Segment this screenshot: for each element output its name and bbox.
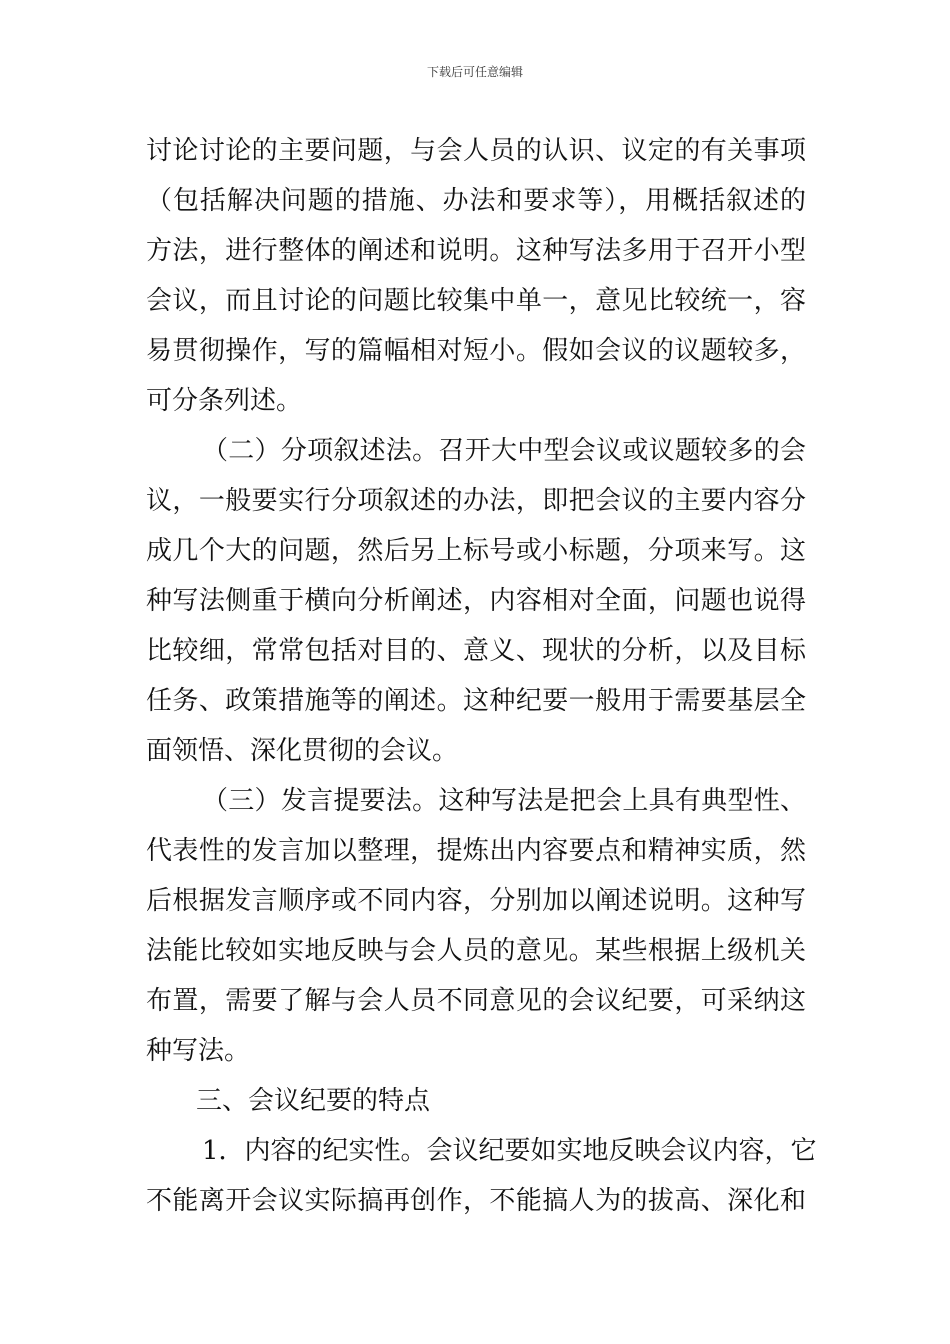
paragraph-speech-summary-method bbox=[146, 776, 806, 1076]
text-line: 布置，需要了解与会人员不同意见的会议纪要，可采纳这 bbox=[146, 986, 806, 1016]
text-line: 可分条列述。 bbox=[146, 386, 303, 416]
text-line: 比较细，常常包括对目的、意义、现状的分析，以及目标 bbox=[146, 636, 806, 666]
text-line: 种写法侧重于横向分析阐述，内容相对全面，问题也说得 bbox=[146, 586, 806, 616]
paragraph-itemized-method bbox=[146, 426, 806, 776]
document-body bbox=[146, 126, 817, 1226]
section-heading-text: 三、会议纪要的特点 bbox=[196, 1086, 431, 1116]
text-line: 讨论讨论的主要问题，与会人员的认识、议定的有关事项 bbox=[146, 136, 806, 166]
paragraph-continued bbox=[146, 126, 806, 426]
section-heading bbox=[146, 1076, 806, 1126]
text-line: 后根据发言顺序或不同内容，分别加以阐述说明。这种写 bbox=[146, 886, 806, 916]
text-line: （包括解决问题的措施、办法和要求等），用概括叙述的 bbox=[146, 186, 806, 216]
text-line: 易贯彻操作，写的篇幅相对短小。假如会议的议题较多， bbox=[146, 336, 806, 366]
page-header: 下载后可任意编辑 bbox=[426, 65, 523, 79]
text-line: 任务、政策措施等的阐述。这种纪要一般用于需要基层全 bbox=[146, 686, 806, 716]
text-line: 议，一般要实行分项叙述的办法，即把会议的主要内容分 bbox=[146, 486, 806, 516]
text-line: 不能离开会议实际搞再创作，不能搞人为的拔高、深化和 bbox=[146, 1186, 806, 1216]
text-line: 代表性的发言加以整理，提炼出内容要点和精神实质，然 bbox=[146, 836, 806, 866]
text-line: （三）发言提要法。这种写法是把会上具有典型性、 bbox=[202, 786, 806, 816]
text-line: 1．内容的纪实性。会议纪要如实地反映会议内容，它 bbox=[202, 1136, 817, 1166]
text-line: 面领悟、深化贯彻的会议。 bbox=[146, 736, 459, 766]
text-line: 法能比较如实地反映与会人员的意见。某些根据上级机关 bbox=[146, 936, 806, 966]
text-line: 方法，进行整体的阐述和说明。这种写法多用于召开小型 bbox=[146, 236, 806, 266]
text-line: 种写法。 bbox=[146, 1036, 251, 1066]
paragraph-documentary-nature bbox=[146, 1126, 817, 1226]
text-line: （二）分项叙述法。召开大中型会议或议题较多的会 bbox=[202, 436, 806, 466]
text-line: 成几个大的问题，然后另上标号或小标题，分项来写。这 bbox=[146, 536, 806, 566]
text-line: 会议，而且讨论的问题比较集中单一，意见比较统一，容 bbox=[146, 286, 806, 316]
